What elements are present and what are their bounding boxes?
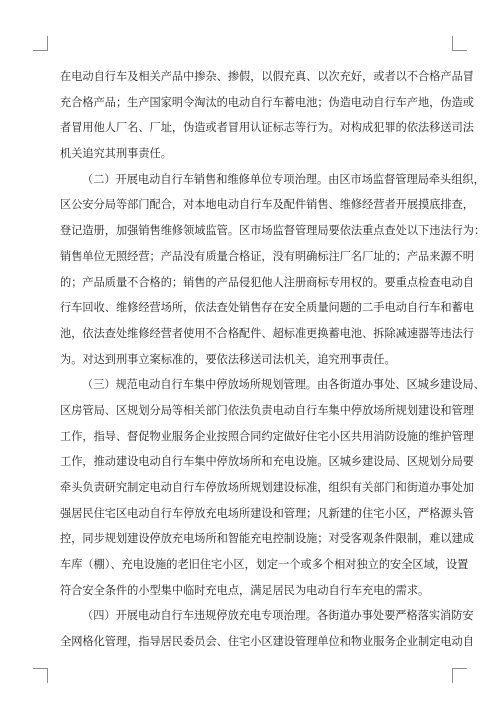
text-line: 为。对达到刑事立案标准的，要依法移送司法机关，追究刑事责任。: [60, 352, 396, 366]
text-line: 充合格产品；生产国家明令淘汰的电动自行车蓄电池；伪造电动自行车产地，伪造或: [60, 95, 474, 109]
crop-mark-top-left: [33, 36, 48, 51]
text-line: 车库（棚）、充电设施的老旧住宅小区，划定一个或多个相对独立的安全区域，设置: [60, 558, 469, 572]
paragraph: [60, 64, 474, 167]
text-line: 全网格化管理，指导居民委员会、住宅小区建设管理单位和物业服务企业制定电动自: [60, 635, 474, 649]
crop-mark-bottom-right: [452, 668, 467, 683]
text-line: 在电动自行车及相关产品中掺杂、掺假，以假充真、以次充好，或者以不合格产品冒: [60, 70, 474, 83]
text-line: 符合安全条件的小型集中临时充电点，满足居民为电动自行车充电的需求。: [60, 583, 430, 597]
text-line: 的；产品质量不合格的；销售的产品侵犯他人注册商标专用权的。要重点检查电动自: [60, 275, 474, 289]
document-body: [60, 64, 486, 655]
text-line: 工作，推动建设电动自行车集中停放场所和充电设施。区城乡建设局、区规划分局要: [60, 455, 474, 469]
text-line: 销售单位无照经营；产品没有质量合格证，没有明确标注厂名厂址的；产品来源不明: [60, 249, 474, 263]
text-line: （三）规范电动自行车集中停放场所规划管理。由各街道办事处、区城乡建设局、: [82, 378, 485, 392]
text-line: （四）开展电动自行车违规停放充电专项治理。各街道办事处要严格落实消防安: [82, 609, 474, 623]
text-line: 池，依法查处维修经营者使用不合格配件、超标准更换蓄电池、拆除减速器等违法行: [60, 326, 474, 340]
text-line: 牵头负责研究制定电动自行车停放场所规划建设标准，组织有关部门和街道办事处加: [60, 481, 474, 494]
text-line: 机关追究其刑事责任。: [60, 147, 172, 161]
text-line: （二）开展电动自行车销售和维修单位专项治理。由区市场监督管理局牵头组织，: [82, 172, 485, 186]
text-line: 区公安分局等部门配合，对本地电动自行车及配件销售、维修经营者开展摸底排查，: [60, 198, 474, 212]
text-line: 工作，指导、督促物业服务企业按照合同约定做好住宅小区共用消防设施的维护管理: [60, 429, 474, 443]
crop-mark-top-right: [452, 36, 467, 51]
text-line: 控，同步规划建设停放充电场所和智能充电控制设施；对受客观条件限制，难以建成: [60, 532, 474, 546]
paragraph: [60, 372, 485, 603]
text-line: 强居民住宅区电动自行车停放充电场所建设和管理；凡新建的住宅小区，严格源头管: [60, 506, 474, 520]
text-line: 区房管局、区规划分局等相关部门依法负责电动自行车集中停放场所规划建设和管理: [60, 403, 474, 417]
crop-mark-bottom-left: [33, 668, 48, 683]
text-line: 者冒用他人厂名、厂址，伪造或者冒用认证标志等行为。对构成犯罪的依法移送司法: [60, 121, 474, 135]
paragraph: [60, 167, 486, 373]
text-line: 登记造册，加强销售维修领域监管。区市场监督管理局要依法重点查处以下违法行为：: [60, 224, 486, 238]
text-line: 行车回收、维修经营场所，依法查处销售存在安全质量问题的二手电动自行车和蓄电: [60, 301, 474, 315]
paragraph: [60, 603, 474, 654]
